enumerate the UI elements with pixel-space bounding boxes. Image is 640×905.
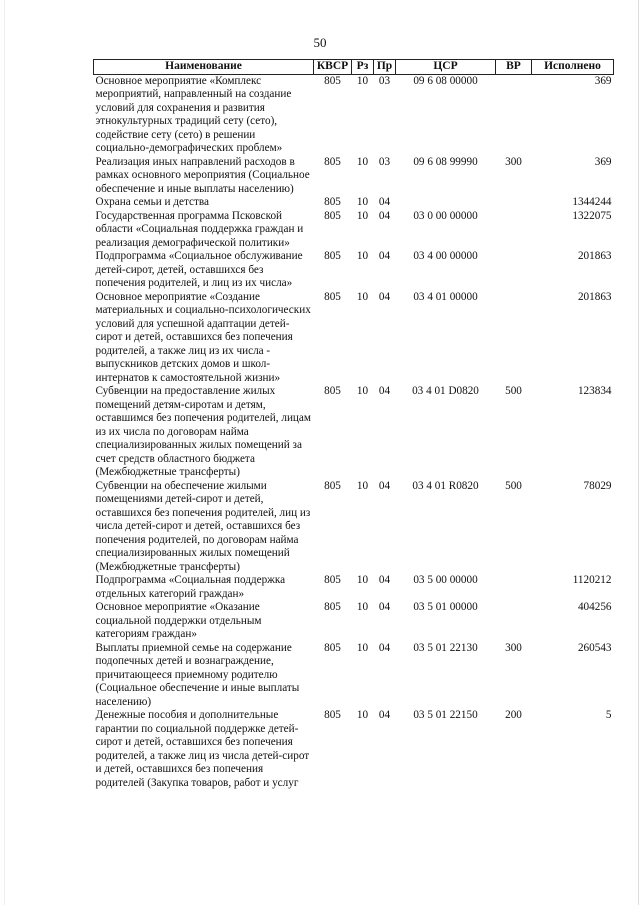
cell-executed: 1120212 bbox=[572, 574, 612, 586]
cell-executed: 260543 bbox=[577, 641, 612, 654]
cell-rz: 10 bbox=[356, 290, 369, 303]
cell-rz: 10 bbox=[356, 601, 369, 613]
cell-executed: 123834 bbox=[577, 385, 612, 397]
cell-name: Основное мероприятие «Комплекс мероприятий, направленный на создание условий для сохранения и развития этнокультурных традиций сету (сето), содействие сету (сето) в решении социально-демографических проблем» bbox=[95, 74, 292, 154]
cell-executed: 78029 bbox=[583, 479, 612, 492]
cell-rz: 10 bbox=[356, 250, 369, 262]
cell-csr: 03 4 01 00000 bbox=[413, 290, 478, 303]
table-row bbox=[94, 196, 614, 210]
table-row bbox=[94, 156, 614, 197]
cell-kvsr: 805 bbox=[324, 641, 341, 654]
header-pr: Пр bbox=[374, 60, 396, 75]
cell-vr bbox=[496, 601, 532, 642]
cell-rz: 10 bbox=[356, 641, 369, 654]
scan-edge-left bbox=[4, 0, 5, 905]
page-number: 50 bbox=[313, 35, 327, 50]
cell-executed: 201863 bbox=[577, 290, 612, 303]
cell-vr bbox=[496, 210, 532, 251]
scan-edge-right bbox=[638, 0, 639, 905]
cell-csr: 03 4 01 R0820 bbox=[412, 479, 479, 492]
cell-vr bbox=[496, 250, 532, 291]
cell-vr bbox=[496, 291, 532, 386]
header-name: Наименование bbox=[94, 60, 314, 75]
table-row bbox=[94, 210, 614, 251]
cell-csr: 03 4 01 D0820 bbox=[412, 385, 479, 397]
cell-executed: 201863 bbox=[577, 250, 612, 262]
cell-kvsr: 805 bbox=[324, 709, 341, 721]
cell-csr: 03 5 01 22130 bbox=[413, 641, 478, 654]
cell-csr: 03 5 01 00000 bbox=[413, 601, 478, 613]
table-row bbox=[94, 250, 614, 291]
cell-pr: 04 bbox=[378, 250, 391, 262]
cell-kvsr: 805 bbox=[324, 196, 341, 208]
cell-name: Субвенции на обеспечение жилыми помещениями детей-сирот и детей, оставшихся без попечения родителей, лиц из числа детей-сирот и детей, оставшихся без попечения родителей, по договорам найма специализированных жилых помещений (Межбюджетные трансферты) bbox=[95, 479, 311, 573]
cell-vr bbox=[496, 74, 532, 156]
cell-executed: 369 bbox=[594, 155, 612, 168]
cell-rz: 10 bbox=[356, 479, 369, 492]
cell-rz: 10 bbox=[356, 155, 369, 168]
cell-rz: 10 bbox=[356, 709, 369, 721]
cell-name: Подпрограмма «Социальное обслуживание детей-сирот, детей, оставшихся без попечения родителей, и лиц из их числа» bbox=[95, 250, 303, 289]
cell-pr: 04 bbox=[378, 209, 391, 222]
cell-kvsr: 805 bbox=[324, 290, 341, 303]
cell-vr bbox=[496, 196, 532, 210]
cell-rz: 10 bbox=[356, 209, 369, 222]
table-row bbox=[94, 574, 614, 601]
cell-name: Реализация иных направлений расходов в рамках основного мероприятия (Социальное обеспечение и иные выплаты населению) bbox=[95, 155, 310, 195]
cell-kvsr: 805 bbox=[324, 601, 341, 613]
cell-executed: 5 bbox=[605, 709, 612, 721]
table-row bbox=[94, 709, 614, 790]
table-row bbox=[94, 601, 614, 642]
table-row bbox=[94, 74, 614, 156]
cell-pr: 04 bbox=[378, 290, 391, 303]
cell-csr: 03 5 00 00000 bbox=[413, 574, 478, 586]
cell-executed: 369 bbox=[594, 74, 612, 87]
cell-vr: 300 bbox=[505, 155, 522, 168]
cell-kvsr: 805 bbox=[324, 385, 341, 397]
cell-name: Основное мероприятие «Оказание социальной поддержки отдельным категориям граждан» bbox=[95, 601, 262, 640]
cell-kvsr: 805 bbox=[324, 209, 341, 222]
cell-executed: 404256 bbox=[577, 601, 612, 613]
cell-vr: 500 bbox=[505, 479, 522, 492]
cell-pr: 04 bbox=[378, 601, 391, 613]
cell-kvsr: 805 bbox=[324, 250, 341, 262]
cell-name: Подпрограмма «Социальная поддержка отдельных категорий граждан» bbox=[95, 574, 286, 600]
cell-executed: 1322075 bbox=[572, 209, 612, 222]
cell-kvsr: 805 bbox=[324, 74, 341, 87]
table-body bbox=[94, 74, 614, 790]
cell-pr: 04 bbox=[378, 574, 391, 586]
table-header-row bbox=[94, 60, 614, 75]
cell-pr: 04 bbox=[378, 196, 391, 208]
cell-vr: 500 bbox=[505, 385, 522, 397]
cell-csr: 03 0 00 00000 bbox=[413, 209, 478, 222]
cell-csr: 09 6 08 99990 bbox=[413, 155, 478, 168]
cell-kvsr: 805 bbox=[324, 479, 341, 492]
cell-csr: 03 4 00 00000 bbox=[413, 250, 478, 262]
header-vr: ВР bbox=[496, 60, 532, 75]
cell-name: Субвенции на предоставление жилых помещений детям-сиротам и детям, оставшимся без попечения родителей, лицам из их числа по договорам найма специализированных жилых помещений за счет средств областного бюджета (Межбюджетные трансферты) bbox=[95, 385, 311, 478]
cell-pr: 04 bbox=[378, 385, 391, 397]
cell-pr: 03 bbox=[378, 155, 391, 168]
budget-table bbox=[93, 59, 614, 790]
table-row bbox=[94, 291, 614, 386]
cell-csr: 03 5 01 22150 bbox=[413, 709, 478, 721]
cell-rz: 10 bbox=[356, 196, 369, 208]
cell-name: Выплаты приемной семье на содержание подопечных детей и вознаграждение, причитающееся приемному родителю (Социальное обеспечение и иные выплаты населению) bbox=[95, 641, 300, 708]
cell-pr: 04 bbox=[378, 709, 391, 721]
cell-vr: 200 bbox=[505, 709, 522, 721]
cell-csr: 09 6 08 00000 bbox=[413, 74, 478, 87]
table-row bbox=[94, 642, 614, 710]
header-csr: ЦСР bbox=[396, 60, 496, 75]
cell-name: Денежные пособия и дополнительные гарантии по социальной поддержке детей-сирот и детей, оставшихся без попечения родителей, а также лиц из числа детей-сирот и детей, оставшихся без попечения родителей (Закупка товаров, работ и услуг bbox=[95, 709, 310, 789]
cell-name: Государственная программа Псковской области «Социальная поддержка граждан и реализация демографической политики» bbox=[95, 209, 304, 249]
cell-vr bbox=[496, 574, 532, 601]
cell-csr bbox=[396, 196, 496, 210]
cell-pr: 04 bbox=[378, 479, 391, 492]
cell-kvsr: 805 bbox=[324, 155, 341, 168]
cell-rz: 10 bbox=[356, 385, 369, 397]
cell-pr: 03 bbox=[378, 74, 391, 87]
cell-pr: 04 bbox=[378, 641, 391, 654]
cell-name: Основное мероприятие «Создание материальных и социально-психологических условий для успешной адаптации детей-сирот и детей, оставшихся без попечения родителей, а также лиц из их числа - выпускников детских домов и школ-интернатов к самостоятельной жизни» bbox=[95, 290, 311, 384]
table-row bbox=[94, 480, 614, 575]
header-executed: Исполнено bbox=[532, 60, 614, 75]
header-rz: Рз bbox=[352, 60, 374, 75]
table-row bbox=[94, 385, 614, 480]
cell-kvsr: 805 bbox=[324, 574, 341, 586]
cell-name: Охрана семьи и детства bbox=[95, 196, 209, 208]
cell-rz: 10 bbox=[356, 574, 369, 586]
cell-rz: 10 bbox=[356, 74, 369, 87]
header-kvsr: КВСР bbox=[314, 60, 352, 75]
cell-executed: 1344244 bbox=[572, 196, 612, 208]
cell-vr: 300 bbox=[505, 641, 522, 654]
